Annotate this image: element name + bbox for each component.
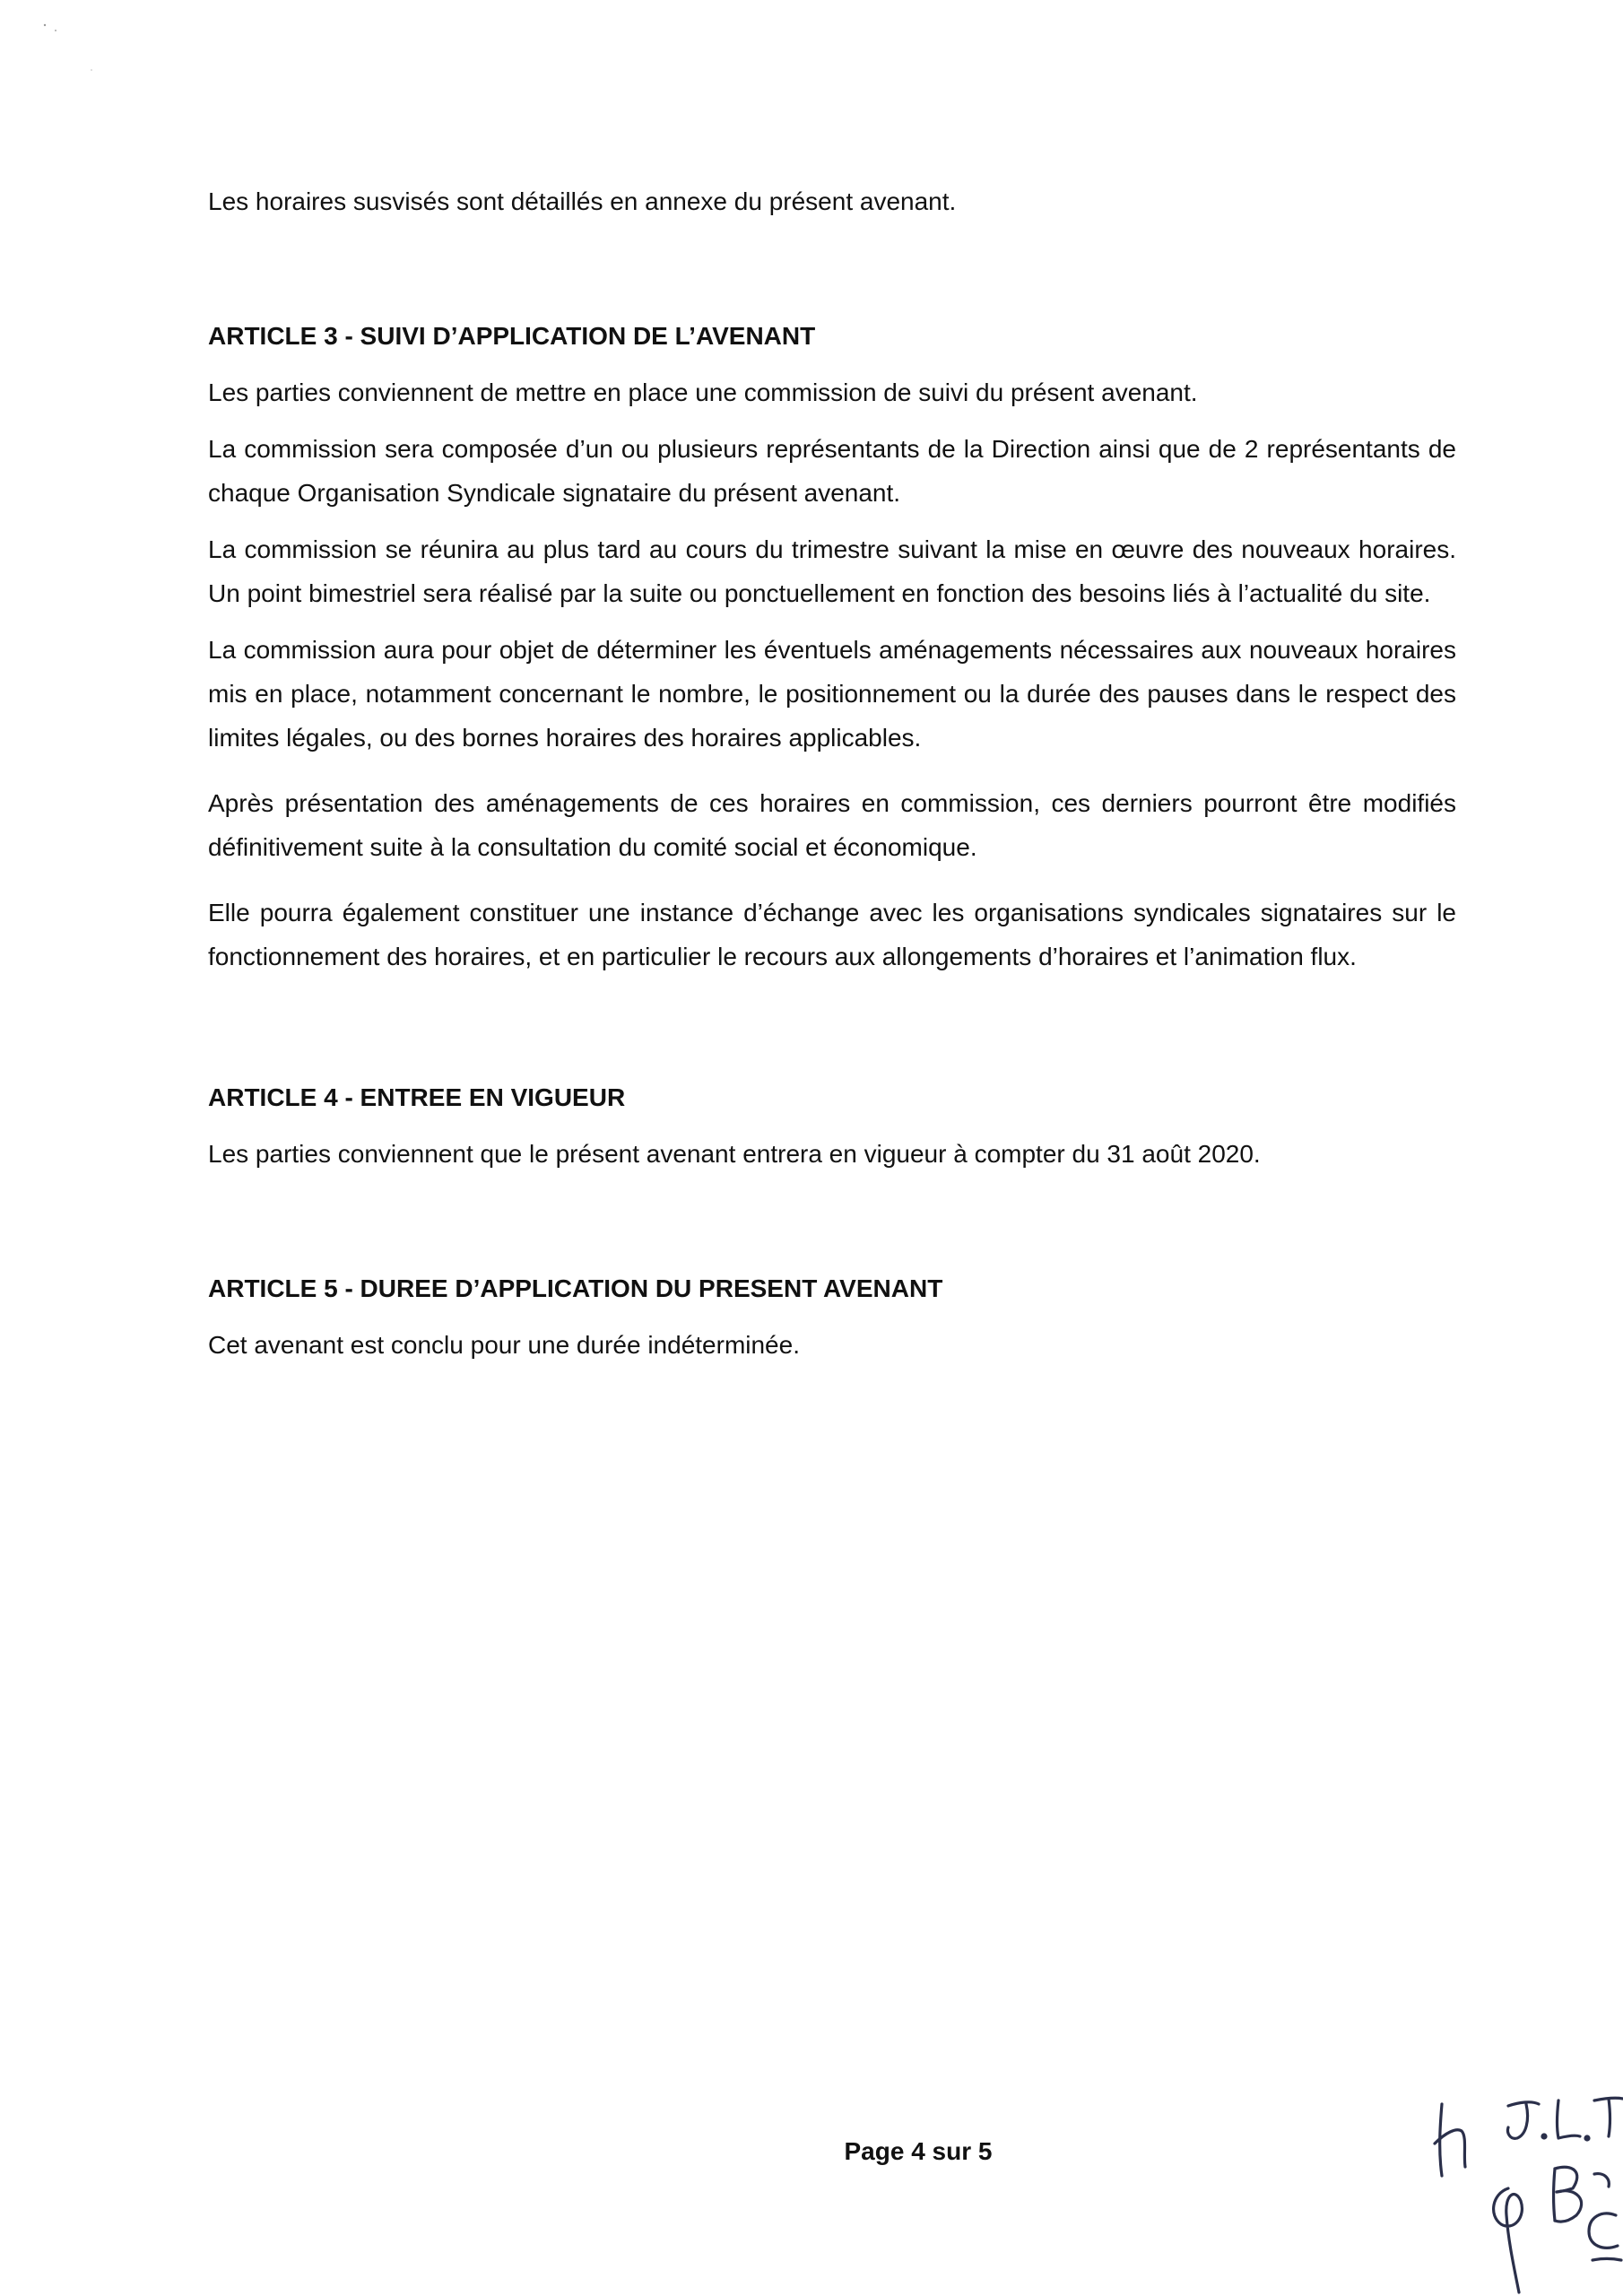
article-3-paragraph-3: La commission se réunira au plus tard au cours du trimestre suivant la mise en œuvre des nouveaux horaires. Un point bimestriel sera réalisé par la suite ou ponctuellement en fonction des besoins liés à l’actualité du site. <box>208 535 1456 607</box>
document-body <box>208 179 1456 1367</box>
article-3-heading: ARTICLE 3 - SUIVI D’APPLICATION DE L’AVENANT <box>208 322 816 350</box>
intro-paragraph: Les horaires susvisés sont détaillés en annexe du présent avenant. <box>208 187 957 215</box>
article-3-paragraph-5: Après présentation des aménagements de ces horaires en commission, ces derniers pourront être modifiés définitivement suite à la consultation du comité social et économique. <box>208 789 1456 861</box>
scan-speck-marks <box>36 18 108 81</box>
article-3-paragraph-1: Les parties conviennent de mettre en place une commission de suivi du présent avenant. <box>208 378 1198 406</box>
article-3-paragraph-4: La commission aura pour objet de déterminer les éventuels aménagements nécessaires aux nouveaux horaires mis en place, notamment concernant le nombre, le positionnement ou la durée des pauses dans le respect des limites légales, ou des bornes horaires des horaires applicables. <box>208 636 1456 752</box>
article-3-paragraph-6: Elle pourra également constituer une instance d’échange avec les organisations syndicales signataires sur le fonctionnement des horaires, et en particulier le recours aux allongements d’horaires et l’animation flux. <box>208 899 1456 970</box>
page-number-footer: Page 4 sur 5 <box>844 2137 993 2165</box>
handwritten-initials-signature <box>1426 2081 1623 2296</box>
article-4-paragraph: Les parties conviennent que le présent avenant entrera en vigueur à compter du 31 août 2020. <box>208 1140 1261 1168</box>
article-5-heading: ARTICLE 5 - DUREE D’APPLICATION DU PRESENT AVENANT <box>208 1274 943 1302</box>
article-4-heading: ARTICLE 4 - ENTREE EN VIGUEUR <box>208 1083 626 1111</box>
article-3-paragraph-2: La commission sera composée d’un ou plusieurs représentants de la Direction ainsi que de 2 représentants de chaque Organisation Syndicale signataire du présent avenant. <box>208 435 1456 507</box>
article-5-paragraph: Cet avenant est conclu pour une durée indéterminée. <box>208 1331 800 1359</box>
